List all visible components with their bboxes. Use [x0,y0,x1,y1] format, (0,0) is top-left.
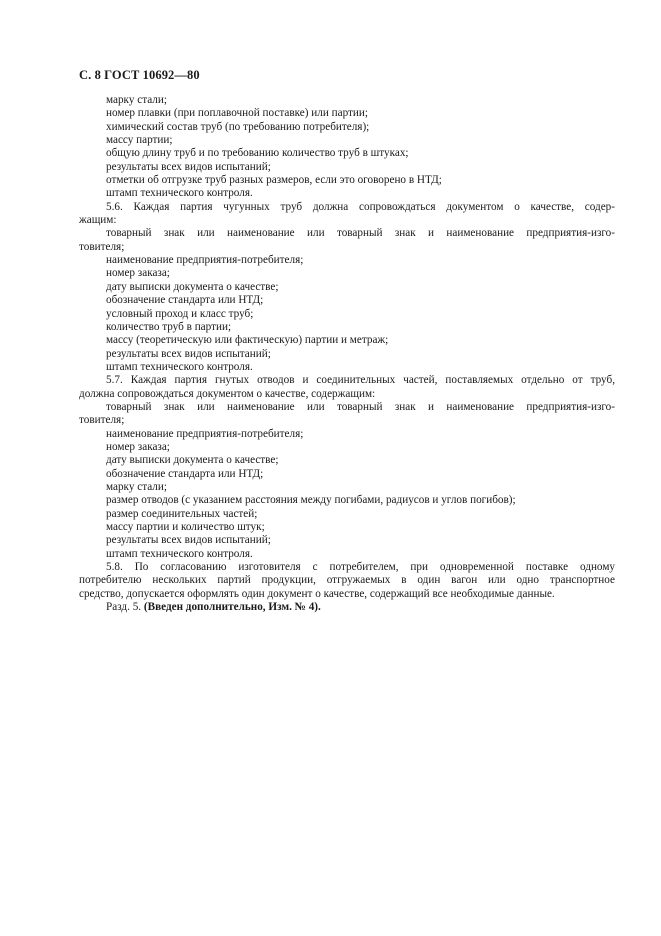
page-header: С. 8 ГОСТ 10692—80 [79,68,200,82]
list-item: товарный знак или наименование или товарный знак и наименование предприятия-изго- [106,227,615,240]
section-5-text [79,94,615,614]
list-item: массу (теоретическую или фактическую) партии и метраж; [106,334,389,347]
list-item-cont: товителя; [79,240,125,253]
list-item: марку стали; [106,480,167,493]
list-item: наименование предприятия-потребителя; [106,427,304,440]
clause-5-6: 5.6. Каждая партия чугунных труб должна сопровождаться документом о качестве, содер- [106,200,615,213]
list-item: штамп технического контроля. [106,187,253,200]
list-item: массу партии; [106,134,173,147]
list-item: номер заказа; [106,440,170,453]
clause-5-8: 5.8. По согласованию изготовителя с потребителем, при одновременной поставке одному [106,561,615,574]
list-item: результаты всех видов испытаний; [106,347,271,360]
list-item: штамп технического контроля. [106,360,253,373]
clause-5-7-cont: должна сопровождаться документом о качестве, содержащим: [79,387,376,400]
list-item: товарный знак или наименование или товарный знак и наименование предприятия-изго- [106,400,615,413]
list-item: результаты всех видов испытаний; [106,534,271,547]
list-item: номер плавки (при поплавочной поставке) или партии; [106,107,369,120]
list-item: штамп технического контроля. [106,547,253,560]
list-item: отметки об отгрузке труб разных размеров, если это оговорено в НТД; [106,174,442,187]
list-item: дату выписки документа о качестве; [106,280,279,293]
list-item-cont: товителя; [79,414,125,427]
clause-5-8-cont: средство, допускается оформлять один документ о качестве, содержащий все необходимые данные. [79,587,555,600]
list-item: обозначение стандарта или НТД; [106,467,264,480]
list-item: номер заказа; [106,267,170,280]
list-item: массу партии и количество штук; [106,521,265,533]
list-item: общую длину труб и по требованию количество труб в штуках; [106,147,409,160]
list-item: размер отводов (с указанием расстояния между погибами, радиусов и углов погибов); [106,494,516,507]
list-item: химический состав труб (по требованию потребителя); [106,120,370,133]
clause-5-7: 5.7. Каждая партия гнутых отводов и соединительных частей, поставляемых отдельно от труб, [106,374,615,387]
amendment-prefix: Разд. 5. [106,601,142,614]
list-item: наименование предприятия-потребителя; [106,254,304,267]
list-item: дату выписки документа о качестве; [106,454,279,467]
list-item: условный проход и класс труб; [106,307,254,320]
list-item: результаты всех видов испытаний; [106,160,271,173]
clause-5-6-cont: жащим: [79,214,117,227]
amendment-text: (Введен дополнительно, Изм. № 4). [143,601,321,614]
list-item: размер соединительных частей; [106,507,258,520]
clause-5-8-cont: потребителю нескольких партий продукции, отгружаемых в один вагон или одно транспортное [79,574,615,587]
list-item: обозначение стандарта или НТД; [106,294,264,307]
list-item: марку стали; [106,94,167,106]
amendment-note [79,601,615,614]
list-item: количество труб в партии; [106,320,232,333]
